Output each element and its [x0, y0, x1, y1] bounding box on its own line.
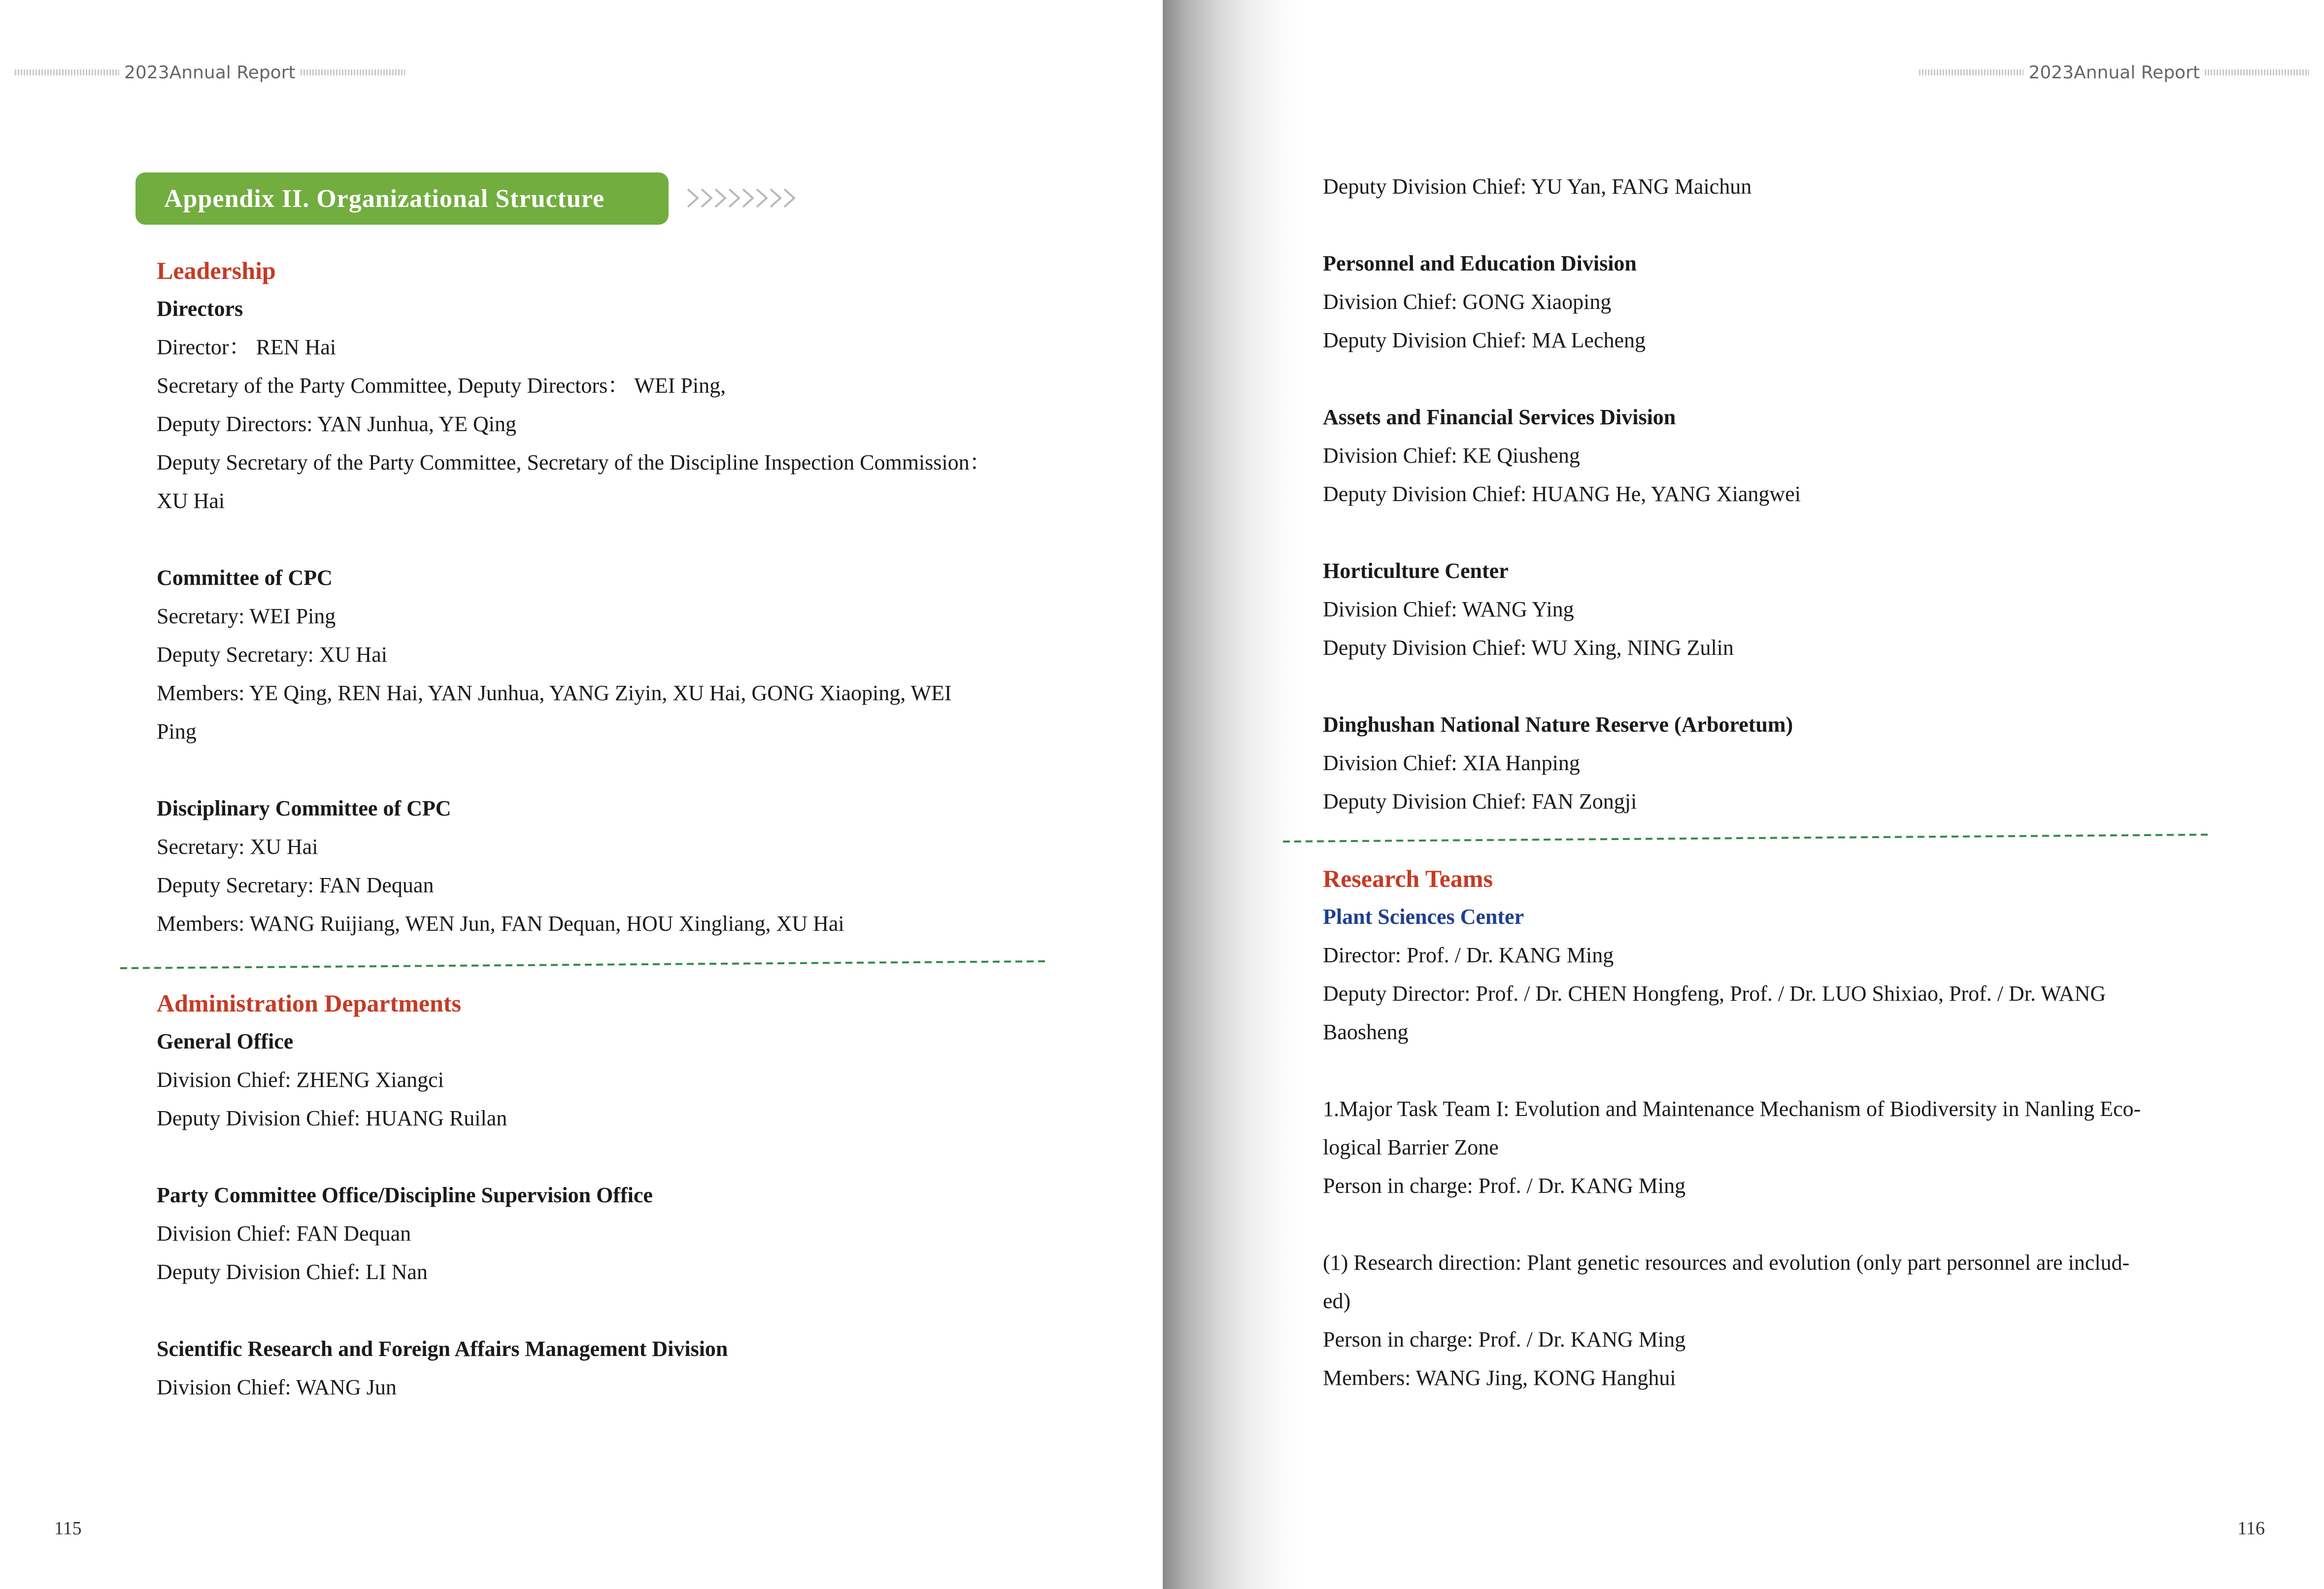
- text-line: Deputy Division Chief: FAN Zongji: [1323, 789, 1637, 813]
- text-line: Members: WANG Jing, KONG Hanghui: [1323, 1366, 1676, 1390]
- subheading-general-office: General Office: [157, 1029, 294, 1053]
- text-line: 1.Major Task Team I: Evolution and Maintenance Mechanism of Biodiversity in Nanling Eco-: [1323, 1097, 2141, 1121]
- decorative-dotted-rule: [15, 69, 119, 75]
- text-line: Secretary: XU Hai: [157, 835, 318, 859]
- text-line: Deputy Directors: YAN Junhua, YE Qing: [157, 412, 516, 436]
- text-line: XU Hai: [157, 489, 225, 513]
- right-column-research: [1323, 859, 2185, 1397]
- text-line: Baosheng: [1323, 1020, 1409, 1044]
- running-head-right: [1919, 60, 2309, 85]
- text-line: Deputy Secretary: FAN Dequan: [157, 873, 434, 897]
- spacer: [1323, 513, 2185, 552]
- section-divider: [118, 958, 1049, 970]
- decorative-dotted-rule: [301, 69, 405, 75]
- text-line: Secretary: WEI Ping: [157, 604, 336, 628]
- text-line: Division Chief: KE Qiusheng: [1323, 443, 1580, 468]
- subheading-assets: Assets and Financial Services Division: [1323, 405, 1676, 429]
- spacer: [1323, 206, 2185, 244]
- text-line: Members: WANG Ruijiang, WEN Jun, FAN Dequan, HOU Xingliang, XU Hai: [157, 912, 844, 936]
- text-line: Division Chief: FAN Dequan: [157, 1221, 411, 1246]
- text-line: Deputy Secretary: XU Hai: [157, 642, 387, 667]
- spacer: [1323, 360, 2185, 398]
- subheading-committee-cpc: Committee of CPC: [157, 566, 333, 590]
- text-line: Person in charge: Prof. / Dr. KANG Ming: [1323, 1327, 1686, 1352]
- subheading-dinghushan: Dinghushan National Nature Reserve (Arboretum): [1323, 712, 1793, 737]
- left-column-admin: [157, 984, 1024, 1407]
- right-column: [1323, 168, 2185, 821]
- text-line: Division Chief: WANG Jun: [157, 1375, 397, 1399]
- text-line: Person in charge: Prof. / Dr. KANG Ming: [1323, 1174, 1686, 1198]
- text-line: Deputy Division Chief: MA Lecheng: [1323, 328, 1646, 352]
- text-line: Deputy Division Chief: WU Xing, NING Zulin: [1323, 636, 1734, 660]
- section-heading-research-teams: Research Teams: [1323, 865, 1493, 892]
- decorative-dotted-rule: [1919, 69, 2023, 75]
- section-heading-leadership: Leadership: [157, 257, 276, 284]
- spacer: [1323, 1205, 2185, 1244]
- appendix-banner: [135, 172, 669, 225]
- subheading-horticulture: Horticulture Center: [1323, 559, 1509, 583]
- text-line: Division Chief: WANG Ying: [1323, 597, 1574, 621]
- text-line: Deputy Director: Prof. / Dr. CHEN Hongfeng, Prof. / Dr. LUO Shixiao, Prof. / Dr. WANG: [1323, 981, 2106, 1006]
- subheading-plant-sciences-center: Plant Sciences Center: [1323, 905, 1524, 929]
- subheading-party-office: Party Committee Office/Discipline Supervision Office: [157, 1183, 653, 1207]
- running-head-label: 2023Annual Report: [2028, 62, 2200, 83]
- spacer: [1323, 667, 2185, 706]
- spacer: [157, 520, 1024, 559]
- text-line: Ping: [157, 719, 197, 744]
- appendix-title: Appendix II. Organizational Structure: [164, 184, 605, 213]
- chevrons-decoration-icon: [686, 184, 802, 212]
- text-line: Deputy Division Chief: HUANG Ruilan: [157, 1106, 507, 1130]
- text-line: Director： REN Hai: [157, 335, 337, 359]
- subheading-research-affairs: Scientific Research and Foreign Affairs Management Division: [157, 1337, 728, 1361]
- text-line: (1) Research direction: Plant genetic resources and evolution (only part personnel are includ-: [1323, 1251, 2130, 1275]
- text-line: Deputy Division Chief: LI Nan: [157, 1260, 428, 1284]
- spacer: [157, 1291, 1024, 1330]
- running-head-left: [15, 60, 405, 85]
- text-line: Deputy Division Chief: YU Yan, FANG Maichun: [1323, 174, 1752, 199]
- text-line: Deputy Division Chief: HUANG He, YANG Xiangwei: [1323, 482, 1801, 506]
- spacer: [157, 1138, 1024, 1176]
- text-line: Deputy Secretary of the Party Committee, Secretary of the Discipline Inspection Commission：: [157, 450, 991, 474]
- page-right: [1163, 0, 2324, 1589]
- subheading-directors: Directors: [157, 297, 243, 321]
- section-divider: [1281, 832, 2212, 844]
- text-line: Division Chief: ZHENG Xiangci: [157, 1068, 444, 1092]
- section-heading-administration: Administration Departments: [157, 989, 462, 1017]
- text-line: logical Barrier Zone: [1323, 1135, 1499, 1159]
- text-line: Secretary of the Party Committee, Deputy Directors： WEI Ping,: [157, 373, 726, 398]
- subheading-personnel: Personnel and Education Division: [1323, 251, 1637, 275]
- spacer: [157, 751, 1024, 789]
- subheading-disciplinary-committee: Disciplinary Committee of CPC: [157, 796, 451, 820]
- text-line: Division Chief: GONG Xiaoping: [1323, 290, 1612, 314]
- text-line: Division Chief: XIA Hanping: [1323, 751, 1580, 775]
- page-number-right: 116: [2237, 1518, 2265, 1539]
- text-line: ed): [1323, 1289, 1351, 1313]
- left-column: [157, 251, 1024, 943]
- decorative-dotted-rule: [2205, 69, 2309, 75]
- text-line: Director: Prof. / Dr. KANG Ming: [1323, 943, 1614, 967]
- spacer: [1323, 1051, 2185, 1090]
- running-head-label: 2023Annual Report: [124, 62, 296, 83]
- text-line: Members: YE Qing, REN Hai, YAN Junhua, YANG Ziyin, XU Hai, GONG Xiaoping, WEI: [157, 681, 952, 705]
- page-number-left: 115: [54, 1518, 82, 1539]
